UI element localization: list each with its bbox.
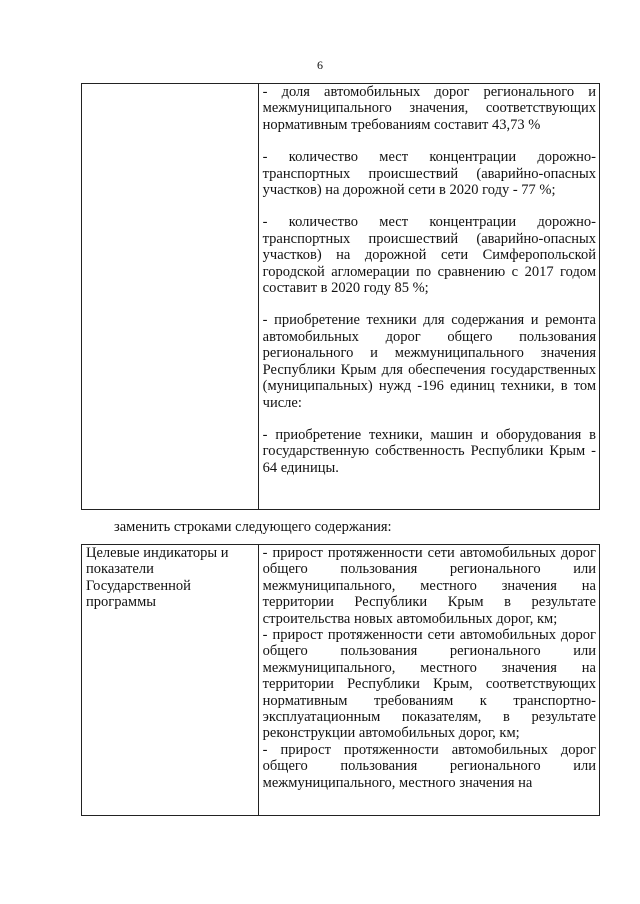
table-cell-label: [82, 545, 259, 816]
indicator-paragraph: - прирост протяженности сети автомобильных дорог общего пользования регионального или межмуниципального, местного значения на территории Республики Крым, соответствующих нормативным требованиям к транспортно-эксплуатационным показателям, в результате реконструкции автомобильных дорог, км;: [262, 627, 596, 742]
indicator-paragraph: - прирост протяженности автомобильных дорог общего пользования регионального или межмуниципального, местного значения на: [262, 741, 596, 791]
indicator-paragraph: - доля автомобильных дорог регионального и межмуниципального значения, соответствующих нормативным требованиям составит 43,73 %: [262, 84, 596, 133]
table-cell-content: [258, 84, 599, 510]
table-cell-content: [258, 545, 599, 816]
page-number: 6: [317, 58, 323, 72]
indicator-paragraph: - прирост протяженности сети автомобильных дорог общего пользования регионального или межмуниципального, местного значения на территории Республики Крым в результате строительства новых автомобильных дорог, км;: [262, 545, 596, 627]
table-cell-label: [82, 84, 259, 510]
row-label: Целевые индикаторы и показатели Государственной программы: [86, 545, 229, 611]
indicator-paragraph: - количество мест концентрации дорожно-транспортных происшествий (аварийно-опасных участков) на дорожной сети в 2020 году - 77 %;: [262, 149, 596, 199]
indicators-table-old: [81, 83, 600, 510]
table-row: [82, 545, 600, 816]
replacement-instruction: заменить строками следующего содержания:: [114, 519, 392, 535]
indicator-paragraph: - количество мест концентрации дорожно-транспортных происшествий (аварийно-опасных участков) на дорожной сети Симферопольской городской агломерации по сравнению с 2017 годом составит в 2020 году 85 %;: [262, 214, 596, 297]
indicator-paragraph: - приобретение техники для содержания и ремонта автомобильных дорог общего пользования регионального и межмуниципального значения Республики Крым для обеспечения государственных (муниципальных) нужд -196 единиц техники, в том числе:: [262, 312, 596, 411]
indicators-table-new: [81, 544, 600, 816]
table-row: [82, 84, 600, 510]
indicator-paragraph: - приобретение техники, машин и оборудования в государственную собственность Республики Крым - 64 единицы.: [262, 426, 596, 476]
